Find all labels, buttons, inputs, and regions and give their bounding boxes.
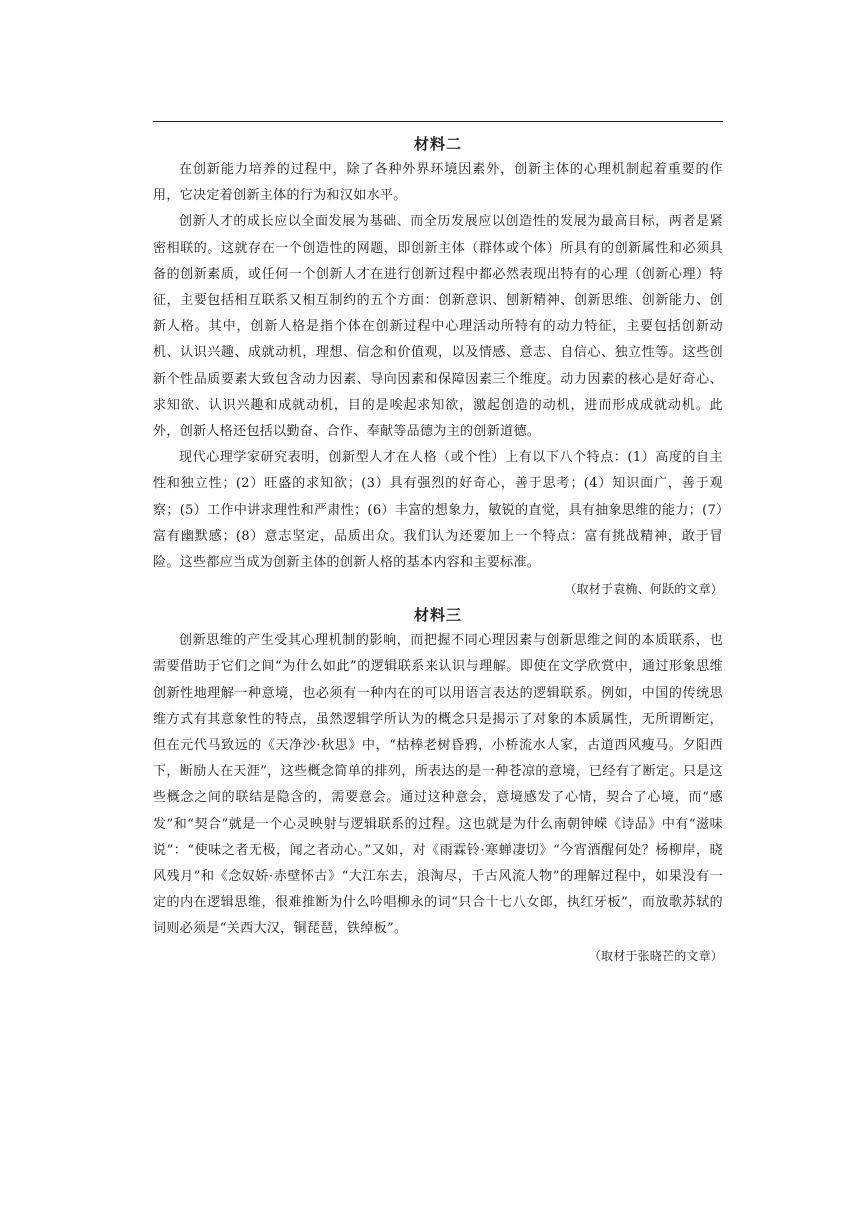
section2-paragraph-3: 现代心理学家研究表明，创新型人才在人格（或个性）上有以下八个特点：(1）高度的自主性和独立性；(2）旺盛的求知欲；(3）具有强烈的好奇心，善于思考；(4）知识面广，善于观察；(5）工作中讲求理性和严肃性；(6）丰富的想象力，敏锐的直觉，具有抽象思维的能力；(7）富有幽默感；(8）意志坚定，品质出众。我们认为还要加上一个特点：富有挑战精神，敢于冒险。这些都应当成为创新主体的创新人格的基本内容和主要标准。 xyxy=(153,450,723,571)
section3-paragraph-1: 创新思维的产生受其心理机制的影响，而把握不同心理因素与创新思维之间的本质联系，也需要借助于它们之间“为什么如此”的逻辑联系来认识与理解。即使在文学欣赏中，通过形象思维创新性地理解一种意境，也必须有一种内在的可以用语言表达的逻辑联系。例如，中国的传统思维方式有其意象性的特点，虽然逻辑学所认为的概念只是揭示了对象的本质属性，无所谓断定，但在元代马致远的《天净沙·秋思》中，“枯棒老树昏鸦，小桥流水人家，古道西风瘦马。夕阳西下，断励人在天涯”，这些概念简单的排列，所表达的是一种苍凉的意境，已经有了断定。只是这些概念之间的联结是隐含的，需要意会。通过这种意会，意境感发了心情，契合了心境，而“感发”和“契合”就是一个心灵映射与逻辑联系的过程。这也就是为什么南朝钟嵘《诗品》中有“滋味说”：“使味之者无极，闻之者动心。”又如，对《雨霖铃·寒蝉凄切》“今宵酒醒何处？杨柳岸，晓风残月”和《念奴娇·赤壁怀古》“大江东去，浪淘尽，千古风流人物”的理解过程中，如果没有一定的内在逻辑思维，很难推断为什么吟唱柳永的词“只合十七八女郎，执红牙板”，而放歌苏轼的词则必须是“关西大汉，铜琵琶，铁绰板”。 xyxy=(153,633,723,937)
section3-source: （取材于张晓芒的文章） xyxy=(588,948,723,963)
section2-heading: 材料二 xyxy=(413,135,462,153)
section3-heading: 材料三 xyxy=(413,606,462,625)
section2-paragraph-2: 创新人才的成长应以全面发展为基础、而全历发展应以创造性的发展为最高目标，两者是紧密相联的。这就存在一个创造性的网题，即创新主体（群体或个体）所具有的创新属性和必须具备的创新素质，或任何一个创新人才在进行创新过程中都必然表现出特有的心理（创新心理）特征，主要包括相互联系又相互制约的五个方面：创新意识、刨新精神、创新思维、创新能力、创新人格。其中，创新人格是指个体在创新过程中心理活动所特有的动力特征，主要包括创新动机、认识兴趣、成就动机，理想、信念和价值观，以及情感、意志、自信心、独立性等。这些创新个性品质要素大致包含动力因素、导向因素和保障因素三个维度。动力因素的核心是好奇心、求知欲、认识兴趣和成就动机，目的是唉起求知欲，激起创造的动机，进而形成成就动机。此外，创新人格还包括以勤奋、合作、奉献等品德为主的创新道德。 xyxy=(153,214,723,440)
top-horizontal-rule xyxy=(153,121,723,122)
section2-paragraph-1: 在创新能力培养的过程中，除了各种外界环境因素外，创新主体的心理机制起着重要的作用，它决定着创新主体的行为和汉如水平。 xyxy=(153,162,723,204)
document-body xyxy=(153,131,723,969)
section2-source: （取材于袁桷、何跃的文章） xyxy=(564,582,723,597)
